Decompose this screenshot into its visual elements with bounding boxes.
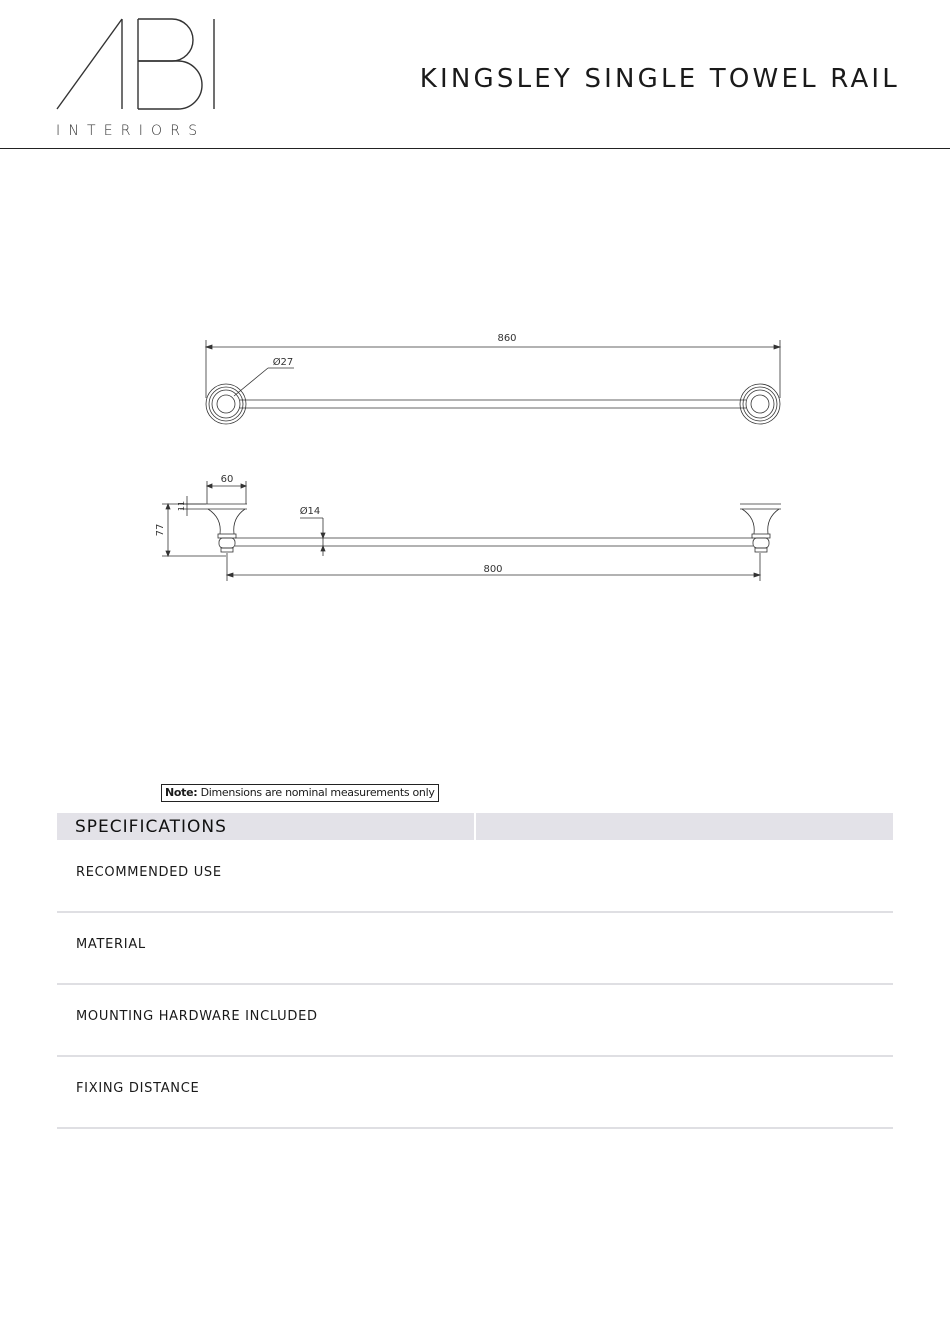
document-title: KINGSLEY SINGLE TOWEL RAIL (419, 64, 900, 94)
dim-rail-length: 800 (483, 564, 503, 575)
side-view (162, 481, 781, 581)
dim-overall-length: 860 (497, 333, 517, 344)
specifications-title: SPECIFICATIONS (75, 817, 227, 837)
header-column-divider (474, 813, 476, 840)
spec-label: RECOMMENDED USE (76, 865, 222, 880)
dim-backplate-diameter: Ø27 (272, 357, 294, 368)
spec-label: FIXING DISTANCE (76, 1081, 200, 1096)
spec-row-fixing-distance (57, 1057, 893, 1129)
logo-subtitle: INTERIORS (56, 123, 206, 139)
top-view (206, 340, 780, 424)
spec-label: MOUNTING HARDWARE INCLUDED (76, 1009, 318, 1024)
spec-row-mounting-hardware (57, 985, 893, 1057)
spec-row-recommended-use (57, 841, 893, 913)
specifications-header (57, 813, 893, 840)
dimensions-note (161, 784, 439, 802)
dim-backplate-thickness: 11 (177, 500, 186, 512)
dim-rail-diameter: Ø14 (299, 506, 321, 517)
dim-projection: 77 (155, 523, 166, 537)
spec-label: MATERIAL (76, 937, 146, 952)
dim-bracket-width: 60 (220, 474, 234, 485)
note-label: Note: (165, 786, 198, 799)
note-text: Dimensions are nominal measurements only (200, 786, 435, 799)
spec-row-material (57, 913, 893, 985)
